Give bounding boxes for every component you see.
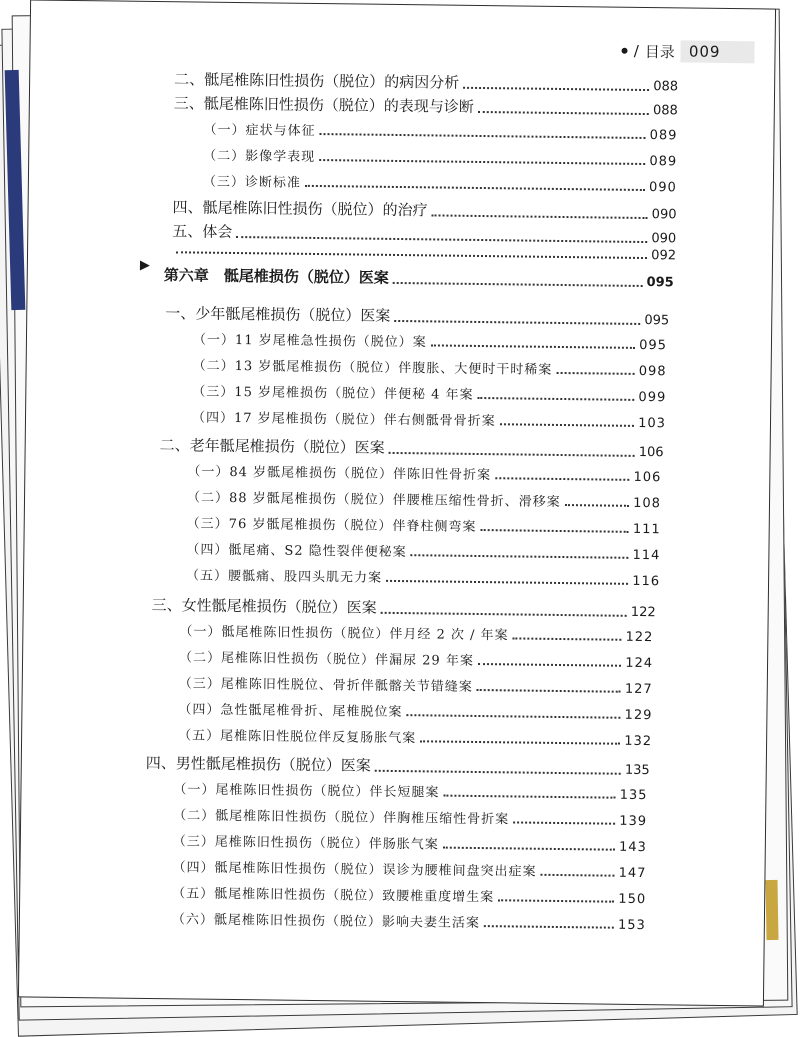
toc-entry[interactable]: 二、老年骶尾椎损伤（脱位）医案 106 [159, 436, 664, 461]
toc-entry[interactable]: （一）症状与体征 089 [203, 122, 678, 144]
toc-entry[interactable]: （四）骶尾痛、S2 隐性裂伴便秘案 114 [186, 542, 661, 564]
header-section: 目录 [644, 42, 676, 61]
toc-entry[interactable]: （二）88 岁骶尾椎损伤（脱位）伴腰椎压缩性骨折、滑移案 108 [186, 490, 662, 512]
toc-chapter[interactable]: 第六章 骶尾椎损伤（脱位）医案 095 [163, 266, 674, 291]
toc-entry[interactable]: 三、女性骶尾椎损伤（脱位）医案 122 [151, 596, 656, 621]
toc-page [18, 0, 776, 1007]
toc-entry[interactable]: （三）诊断标准 090 [202, 174, 677, 196]
header-bullet [622, 48, 628, 54]
chapter-marker-icon: ▶ [139, 257, 150, 273]
toc-entry[interactable]: （四）17 岁尾椎损伤（脱位）伴右侧骶骨骨折案 103 [191, 410, 667, 432]
header-page-number: 009 [681, 40, 755, 63]
toc-entry[interactable]: （二）影像学表现 089 [203, 148, 678, 170]
toc-entry[interactable]: （三）尾椎陈旧性脱位、骨折伴骶髂关节错缝案 127 [178, 676, 653, 698]
toc-entry[interactable]: （四）急性骶尾椎骨折、尾椎脱位案 129 [178, 702, 653, 724]
toc-entry[interactable]: 三、骶尾椎陈旧性损伤（脱位）的表现与诊断 088 [173, 94, 678, 119]
toc-entry[interactable]: （一）尾椎陈旧性损伤（脱位）伴长短腿案 135 [173, 782, 648, 804]
toc-entry[interactable]: 五、体会 090 [172, 222, 677, 247]
toc-entry[interactable]: （六）骶尾椎陈旧性损伤（脱位）影响夫妻生活案 153 [171, 912, 646, 934]
toc-entry[interactable]: （五）腰骶痛、股四头肌无力案 116 [186, 568, 661, 590]
toc-entry[interactable]: （三）15 岁尾椎损伤（脱位）伴便秘 4 年案 099 [192, 384, 667, 406]
book-cover-edge [765, 880, 778, 940]
toc-entry[interactable]: （五）骶尾椎陈旧性损伤（脱位）致腰椎重度增生案 150 [172, 886, 647, 908]
toc-entry[interactable]: （二）骶尾椎陈旧性损伤（脱位）伴胸椎压缩性骨折案 139 [173, 808, 648, 830]
toc-entry[interactable]: （四）骶尾椎陈旧性损伤（脱位）误诊为腰椎间盘突出症案 147 [172, 860, 647, 882]
toc-entry[interactable]: 二、骶尾椎陈旧性损伤（脱位）的病因分析 088 [174, 70, 679, 95]
toc-entry[interactable]: （一）84 岁骶尾椎损伤（脱位）伴陈旧性骨折案 106 [187, 464, 662, 486]
toc-entry[interactable]: 四、骶尾椎陈旧性损伤（脱位）的治疗 090 [172, 198, 677, 223]
toc-entry[interactable]: （五）尾椎陈旧性脱位伴反复肠胀气案 132 [178, 728, 653, 750]
toc-entry[interactable]: 一、少年骶尾椎损伤（脱位）医案 095 [165, 304, 670, 329]
toc-entry[interactable]: （二）13 岁骶尾椎损伤（脱位）伴腹胀、大便时干时稀案 098 [192, 358, 667, 380]
toc-entry[interactable]: （一）骶尾椎陈旧性损伤（脱位）伴月经 2 次 / 年案 122 [179, 624, 654, 646]
toc-entry[interactable]: 092 [172, 242, 676, 263]
toc-entry[interactable]: （三）76 岁骶尾椎损伤（脱位）伴脊柱侧弯案 111 [186, 516, 661, 538]
toc-entry[interactable]: （一）11 岁尾椎急性损伤（脱位）案 095 [192, 332, 668, 354]
toc-entry[interactable]: 四、男性骶尾椎损伤（脱位）医案 135 [145, 753, 650, 779]
toc-entry[interactable]: （二）尾椎陈旧性损伤（脱位）伴漏尿 29 年案 124 [179, 650, 654, 672]
running-header: / 目录 009 [622, 40, 755, 64]
toc-entry[interactable]: （三）尾椎陈旧性损伤（脱位）伴肠胀气案 143 [172, 834, 647, 856]
